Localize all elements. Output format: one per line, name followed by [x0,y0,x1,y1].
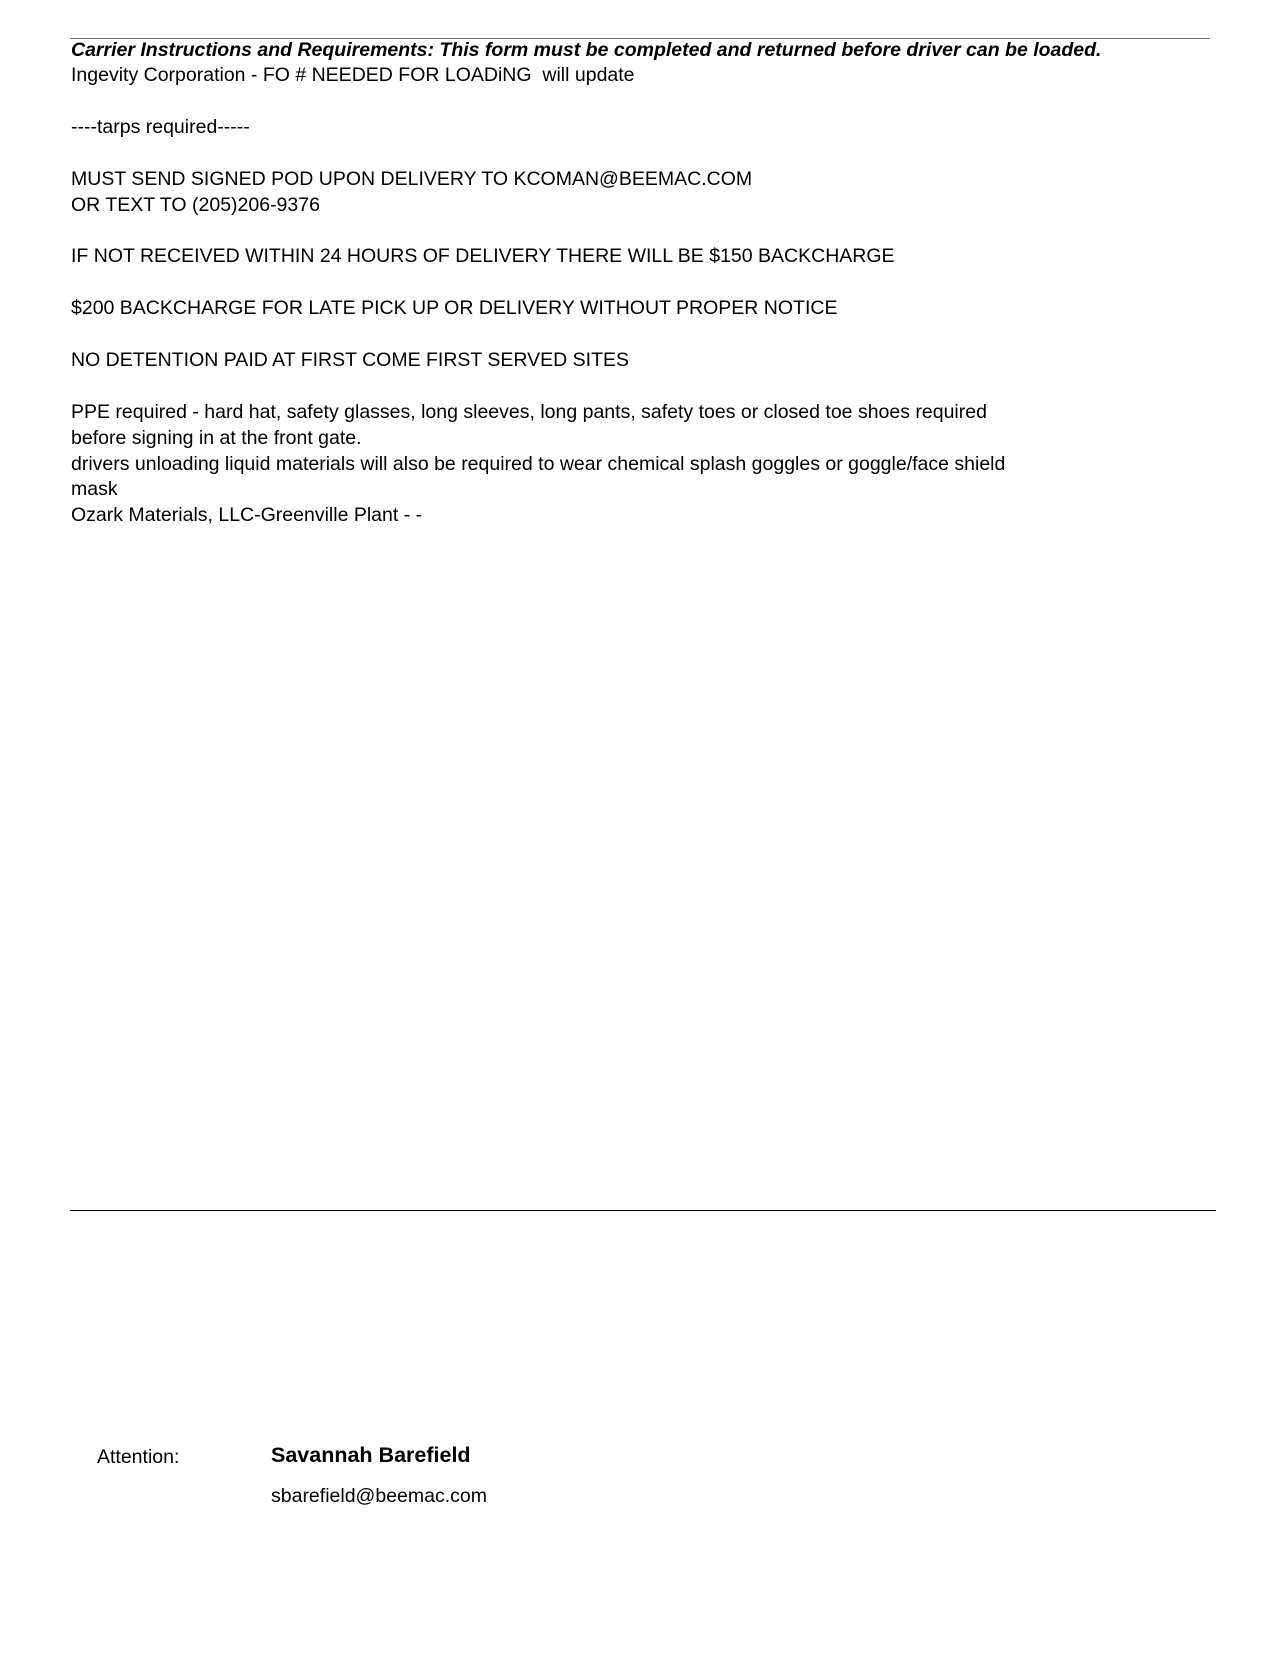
attention-name: Savannah Barefield [271,1443,471,1467]
instruction-line: MUST SEND SIGNED POD UPON DELIVERY TO KCOMAN@BEEMAC.COM [71,167,753,190]
instruction-line: IF NOT RECEIVED WITHIN 24 HOURS OF DELIVERY THERE WILL BE $150 BACKCHARGE [71,245,895,268]
carrier-instructions-heading: Carrier Instructions and Requirements: This form must be completed and returned before driver can be loaded. [71,39,1102,61]
attention-label: Attention: [97,1446,180,1468]
blank-line [71,322,1171,348]
instruction-line: OR TEXT TO (205)206-9376 [71,193,320,216]
bottom-divider [70,1210,1216,1211]
instruction-line: PPE required - hard hat, safety glasses, long sleeves, long pants, safety toes or closed toe shoes required [71,400,987,423]
instruction-line: mask [71,478,118,501]
instruction-line: ----tarps required----- [71,115,250,138]
blank-line [71,218,1171,244]
instruction-line: Ozark Materials, LLC-Greenville Plant - - [71,504,423,527]
instruction-line: NO DETENTION PAID AT FIRST COME FIRST SERVED SITES [71,348,630,371]
instructions-body [71,63,1171,529]
blank-line [71,270,1171,296]
instruction-line: Ingevity Corporation - FO # NEEDED FOR LOADiNG will update [71,64,635,86]
blank-line [71,89,1171,115]
instruction-line: $200 BACKCHARGE FOR LATE PICK UP OR DELIVERY WITHOUT PROPER NOTICE [71,297,838,320]
attention-email[interactable]: sbarefield@beemac.com [271,1485,487,1507]
instruction-line: drivers unloading liquid materials will also be required to wear chemical splash goggles or goggle/face shield [71,452,1006,475]
blank-line [71,141,1171,167]
blank-line [71,374,1171,400]
instruction-line: before signing in at the front gate. [71,426,362,449]
